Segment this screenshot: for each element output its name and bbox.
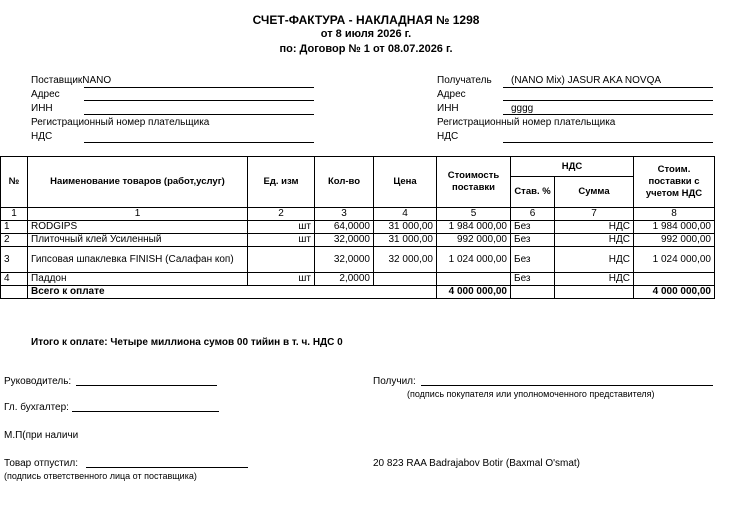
total-row — [1, 286, 715, 299]
row-cost — [437, 273, 511, 286]
received-line — [421, 385, 713, 386]
document-contract: по: Договор № 1 от 08.07.2026 г. — [279, 43, 453, 55]
total-num-cell — [1, 286, 28, 299]
row-vat-rate: Без — [511, 247, 555, 273]
stamp-label: М.П(при наличи — [4, 430, 79, 441]
supplier-inn-line — [84, 114, 314, 115]
table-row — [1, 247, 715, 273]
row-vat-rate: Без — [511, 234, 555, 247]
row-name: Гипсовая шпаклевка FINISH (Салафан коп) — [28, 247, 248, 273]
col-number: 5 — [437, 208, 511, 221]
col-number: 1 — [1, 208, 28, 221]
recipient-inn-value: gggg — [511, 103, 534, 114]
director-line — [76, 385, 217, 386]
row-vat-rate: Без — [511, 221, 555, 234]
row-qty: 32,0000 — [315, 234, 374, 247]
recipient-vat-line — [503, 142, 713, 143]
row-name: Паддон — [28, 273, 248, 286]
row-unit — [248, 247, 315, 273]
row-unit: шт — [248, 273, 315, 286]
col-number: 4 — [374, 208, 437, 221]
released-note: (подпись ответственного лица от поставщика) — [4, 471, 197, 481]
recipient-address-label: Адрес — [437, 89, 466, 100]
column-number-row — [1, 208, 715, 221]
header-name: Наименование товаров (работ,услуг) — [28, 157, 248, 208]
row-num: 2 — [1, 234, 28, 247]
row-total: 1 024 000,00 — [634, 247, 715, 273]
row-unit: шт — [248, 221, 315, 234]
row-unit: шт — [248, 234, 315, 247]
table-row — [1, 234, 715, 247]
supplier-vat-line — [84, 142, 314, 143]
header-cost: Стоимость поставки — [437, 157, 511, 208]
recipient-label: Получатель — [437, 75, 492, 86]
row-qty: 2,0000 — [315, 273, 374, 286]
col-number: 6 — [511, 208, 555, 221]
document-date: от 8 июля 2026 г. — [320, 28, 412, 40]
received-label: Получил: — [373, 376, 416, 387]
supplier-label: ПоставщикNANO — [31, 75, 112, 86]
recipient-address-line — [503, 100, 713, 101]
total-cost: 4 000 000,00 — [437, 286, 511, 299]
accountant-line — [72, 411, 219, 412]
supplier-address-label: Адрес — [31, 89, 60, 100]
recipient-inn-label: ИНН — [437, 103, 459, 114]
recipient-value: (NANO Mix) JASUR AKA NOVQA — [511, 75, 662, 86]
row-price: 32 000,00 — [374, 247, 437, 273]
supplier-line — [84, 87, 314, 88]
row-vat-rate: Без — [511, 273, 555, 286]
recipient-line — [503, 87, 713, 88]
row-num: 4 — [1, 273, 28, 286]
recipient-vat-label: НДС — [437, 131, 459, 142]
row-vat-sum: НДС — [555, 221, 634, 234]
header-qty: Кол-во — [315, 157, 374, 208]
row-num: 1 — [1, 221, 28, 234]
total-vat-rate-cell — [511, 286, 555, 299]
agent-text: 20 823 RAA Badrajabov Botir (Baxmal O'smat) — [373, 458, 581, 469]
row-price: 31 000,00 — [374, 221, 437, 234]
row-qty: 64,0000 — [315, 221, 374, 234]
supplier-inn-label: ИНН — [31, 103, 53, 114]
header-vat-rate: Став. % — [511, 177, 555, 208]
recipient-inn-line — [503, 114, 713, 115]
supplier-vat-label: НДС — [31, 131, 53, 142]
row-qty: 32,0000 — [315, 247, 374, 273]
total-vat-sum-cell — [555, 286, 634, 299]
row-vat-sum: НДС — [555, 273, 634, 286]
header-vat-sum: Сумма — [555, 177, 634, 208]
table-row — [1, 221, 715, 234]
row-cost: 1 024 000,00 — [437, 247, 511, 273]
total-with-vat: 4 000 000,00 — [634, 286, 715, 299]
director-label: Руководитель: — [4, 376, 72, 387]
row-vat-sum: НДС — [555, 247, 634, 273]
header-total: Стоим. поставки с учетом НДС — [634, 157, 715, 208]
header-price: Цена — [374, 157, 437, 208]
col-number: 3 — [315, 208, 374, 221]
accountant-label: Гл. бухгалтер: — [4, 402, 69, 413]
row-cost: 1 984 000,00 — [437, 221, 511, 234]
supplier-value: NANO — [82, 75, 112, 86]
row-price: 31 000,00 — [374, 234, 437, 247]
row-cost: 992 000,00 — [437, 234, 511, 247]
header-unit: Ед. изм — [248, 157, 315, 208]
payment-summary: Итого к оплате: Четыре миллиона сумов 00 тийин в т. ч. НДС 0 — [31, 337, 343, 348]
released-label: Товар отпустил: — [4, 458, 78, 469]
supplier-address-line — [84, 100, 314, 101]
received-note: (подпись покупателя или уполномоченного представителя) — [407, 389, 655, 399]
row-vat-sum: НДС — [555, 234, 634, 247]
released-line — [86, 467, 248, 468]
header-num: № — [1, 157, 28, 208]
row-name: Плиточный клей Усиленный — [28, 234, 248, 247]
row-num: 3 — [1, 247, 28, 273]
row-total — [634, 273, 715, 286]
col-number: 7 — [555, 208, 634, 221]
col-number: 2 — [248, 208, 315, 221]
row-total: 1 984 000,00 — [634, 221, 715, 234]
row-total: 992 000,00 — [634, 234, 715, 247]
col-number: 8 — [634, 208, 715, 221]
supplier-reg-label: Регистрационный номер плательщика — [31, 117, 210, 128]
header-vat: НДС — [511, 157, 634, 177]
total-label: Всего к оплате — [28, 286, 437, 299]
row-name: RODGIPS — [28, 221, 248, 234]
col-number: 1 — [28, 208, 248, 221]
document-title: СЧЕТ-ФАКТУРА - НАКЛАДНАЯ № 1298 — [252, 13, 480, 27]
recipient-reg-label: Регистрационный номер плательщика — [437, 117, 616, 128]
row-price — [374, 273, 437, 286]
invoice-table — [0, 156, 715, 299]
table-row — [1, 273, 715, 286]
